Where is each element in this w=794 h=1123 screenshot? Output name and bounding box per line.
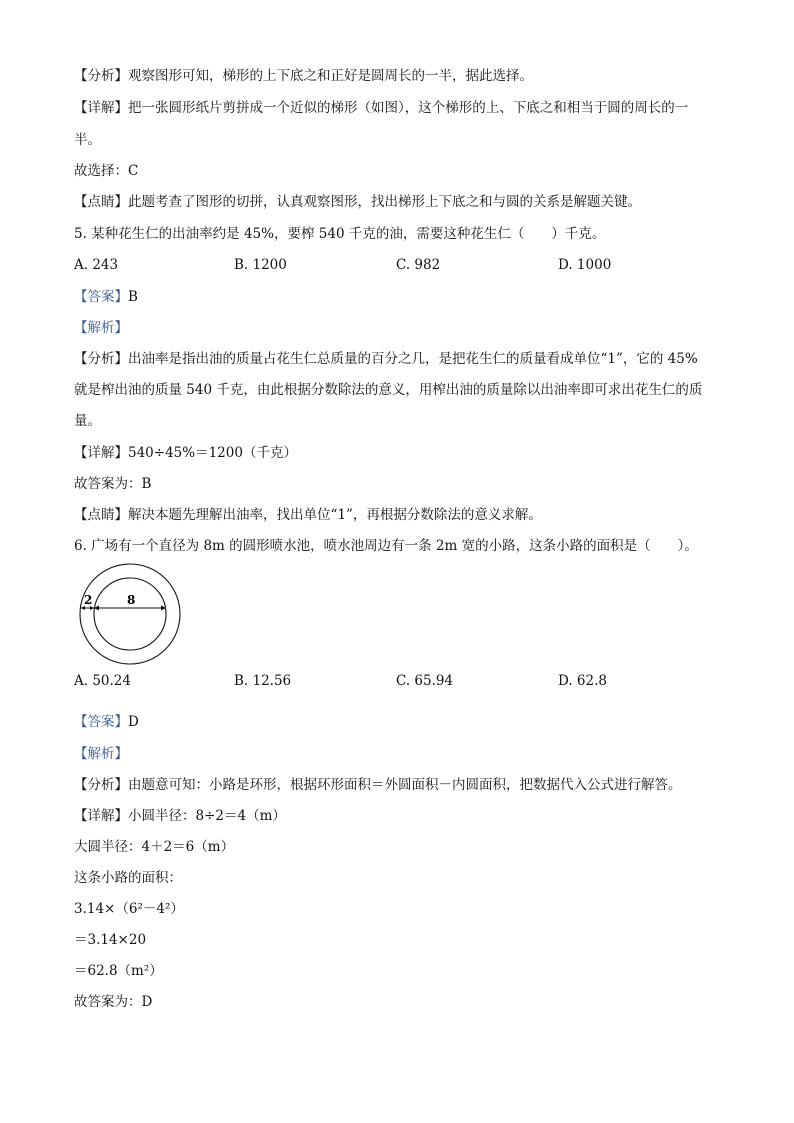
q6-detail-line: 这条小路的面积：	[74, 870, 182, 886]
q5-jiexi-heading: 【解析】	[74, 320, 128, 336]
q6-option-c: C. 65.94	[396, 673, 454, 689]
analysis-line: 【分析】观察图形可知，梯形的上下底之和正好是圆周长的一半，据此选择。	[74, 68, 533, 84]
q5-option-b: B. 1200	[234, 257, 287, 273]
q5-analysis-line: 量。	[74, 413, 101, 429]
q5-option-c: C. 982	[396, 257, 441, 273]
q6-answer-line: 故答案为：D	[74, 994, 153, 1010]
q6-option-d: D. 62.8	[558, 673, 607, 689]
outer-circle	[80, 564, 180, 664]
q6-answer: 【答案】D	[74, 714, 139, 730]
q6-detail-line: ＝62.8（m²）	[74, 963, 163, 979]
ring-width-label: 2	[84, 593, 93, 607]
q6-detail-line: 【详解】小圆半径：8÷2＝4（m）	[74, 808, 286, 824]
q6-detail-line: 大圆半径：4＋2＝6（m）	[74, 839, 235, 855]
q5-detail-line: 【详解】540÷45%＝1200（千克）	[74, 445, 297, 461]
q6-analysis-line: 【分析】由题意可知：小路是环形，根据环形面积＝外圆面积－内圆面积，把数据代入公式进行解答。	[74, 777, 682, 793]
q5-option-d: D. 1000	[558, 257, 612, 273]
q5-analysis-line: 就是榨出油的质量 540 千克，由此根据分数除法的意义，用榨出油的质量除以出油率即可求出花生仁的质	[74, 382, 703, 398]
detail-line-cont: 半。	[74, 132, 101, 148]
q5-option-a: A. 243	[74, 257, 119, 273]
inner-circle	[94, 578, 166, 650]
q6-detail-line: 3.14×（6²－4²）	[74, 901, 184, 917]
q6-jiexi-heading: 【解析】	[74, 746, 128, 762]
q5-analysis-line: 【分析】出油率是指出油的质量占花生仁总质量的百分之几，是把花生仁的质量看成单位“1”，它的 45%	[74, 351, 698, 367]
q6-option-b: B. 12.56	[234, 673, 292, 689]
q6-detail-line: ＝3.14×20	[74, 932, 147, 948]
answer-line: 故选择：C	[74, 163, 139, 179]
ring-figure	[76, 560, 186, 670]
question-5-stem: 5. 某种花生仁的出油率约是 45%，要榨 540 千克的油，需要这种花生仁（ ）千克。	[74, 226, 606, 242]
diameter-label: 8	[127, 593, 136, 607]
comment-line: 【点睛】此题考查了图形的切拼，认真观察图形，找出梯形上下底之和与圆的关系是解题关键。	[74, 194, 641, 210]
q6-option-a: A. 50.24	[74, 673, 131, 689]
question-6-stem: 6. 广场有一个直径为 8m 的圆形喷水池，喷水池周边有一条 2m 宽的小路，这条小路的面积是（ ）。	[74, 538, 698, 554]
detail-line: 【详解】把一张圆形纸片剪拼成一个近似的梯形（如图），这个梯形的上、下底之和相当于圆的周长的一	[74, 100, 689, 116]
q5-answer: 【答案】B	[74, 289, 138, 305]
q5-comment-line: 【点睛】解决本题先理解出油率，找出单位“1”，再根据分数除法的意义求解。	[74, 507, 542, 523]
q5-answer-line: 故答案为：B	[74, 476, 152, 492]
